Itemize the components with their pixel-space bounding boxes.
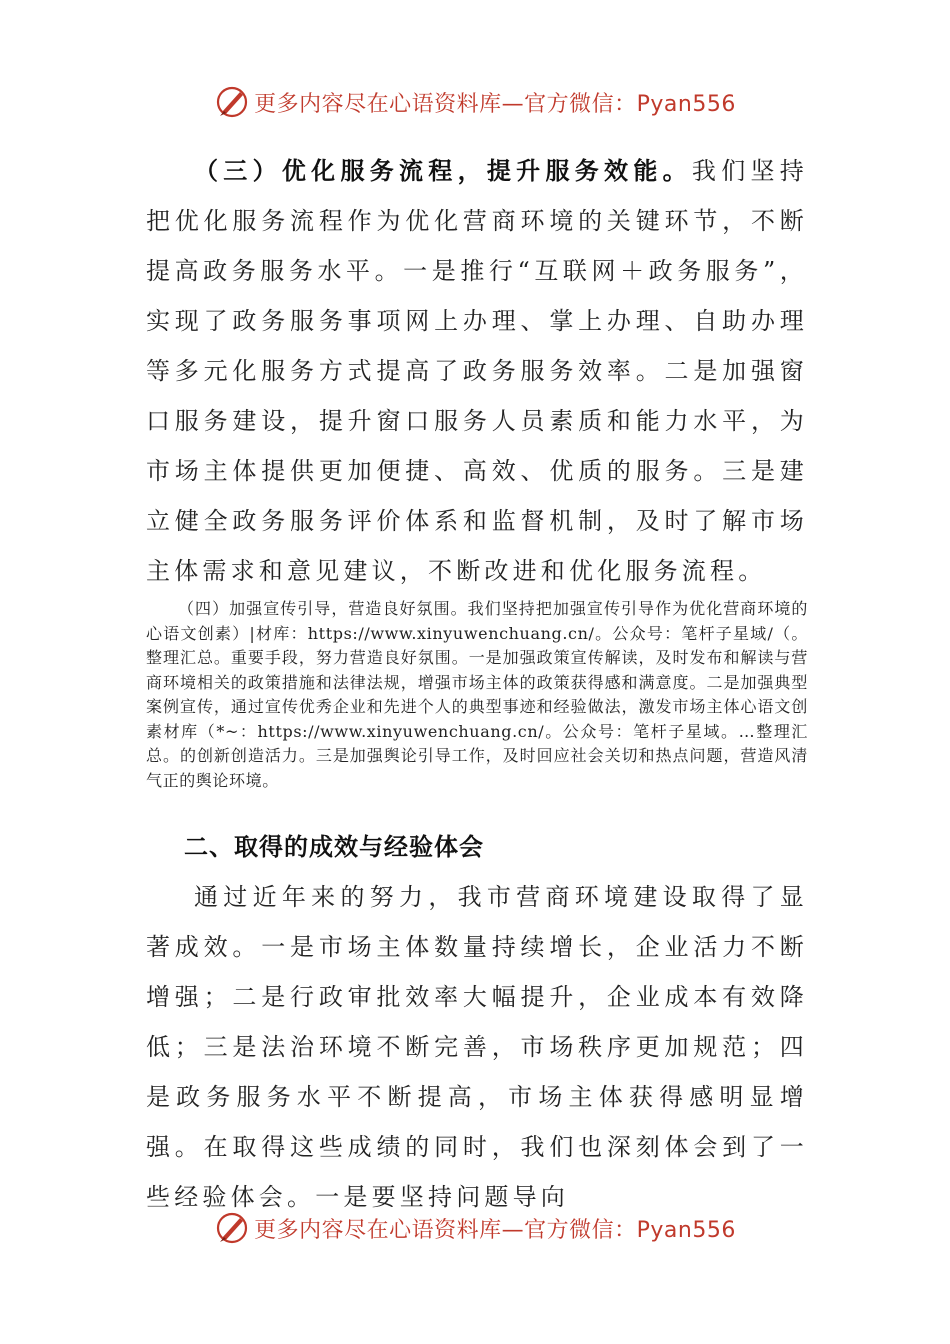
section-4-paragraph: （四）加强宣传引导，营造良好氛围。我们坚持把加强宣传引导作为优化营商环境的心语文创素）|材库：https://www.xinyuwenchuang.cn/。公众号：笔杆子星域/（。整理汇总。重要手段，努力营造良好氛围。一是加强政策宣传解读，及时发布和解读与营商环境相关的政策措施和法律法规，增强市场主体的政策获得感和满意度。二是加强典型案例宣传，通过宣传优秀企业和先进个人的典型事迹和经验做法，激发市场主体心语文创素材库（*~：https://www.xinyuwenchuang.cn/。公众号：笔杆子星域。…整理汇总。的创新创造活力。三是加强舆论引导工作，及时回应社会关切和热点问题，营造风清气正的舆论环境。 bbox=[146, 599, 808, 790]
section-3-title: （三）优化服务流程，提升服务效能。 bbox=[194, 156, 692, 185]
banner-text: 更多内容尽在心语资料库—官方微信：Pyan556 bbox=[254, 1217, 736, 1243]
part-2-paragraph: 通过近年来的努力，我市营商环境建设取得了显著成效。一是市场主体数量持续增长，企业活力不断增强；二是行政审批效率大幅提升，企业成本有效降低；三是法治环境不断完善，市场秩序更加规范；四是政务服务水平不断提高，市场主体获得感明显增强。在取得这些成绩的同时，我们也深刻体会到了一些经验体会。一是要坚持问题导向 bbox=[146, 883, 808, 1211]
section-3 bbox=[146, 146, 808, 596]
section-3-paragraph bbox=[146, 146, 808, 596]
footer-banner bbox=[0, 1208, 950, 1248]
header-banner bbox=[0, 82, 950, 122]
part-2 bbox=[146, 822, 808, 1222]
section-4 bbox=[146, 597, 808, 793]
pen-logo-icon bbox=[214, 1210, 250, 1246]
banner-text: 更多内容尽在心语资料库—官方微信：Pyan556 bbox=[254, 91, 736, 117]
part-2-heading: 二、取得的成效与经验体会 bbox=[184, 832, 484, 861]
section-3-body: 我们坚持把优化服务流程作为优化营商环境的关键环节，不断提高政务服务水平。一是推行“互联网＋政务服务”，实现了政务服务事项网上办理、掌上办理、自助办理等多元化服务方式提高了政务服务效率。二是加强窗口服务建设，提升窗口服务人员素质和能力水平，为市场主体提供更加便捷、高效、优质的服务。三是建立健全政务服务评价体系和监督机制，及时了解市场主体需求和意见建议，不断改进和优化服务流程。 bbox=[146, 157, 808, 585]
pen-logo-icon bbox=[214, 84, 250, 120]
